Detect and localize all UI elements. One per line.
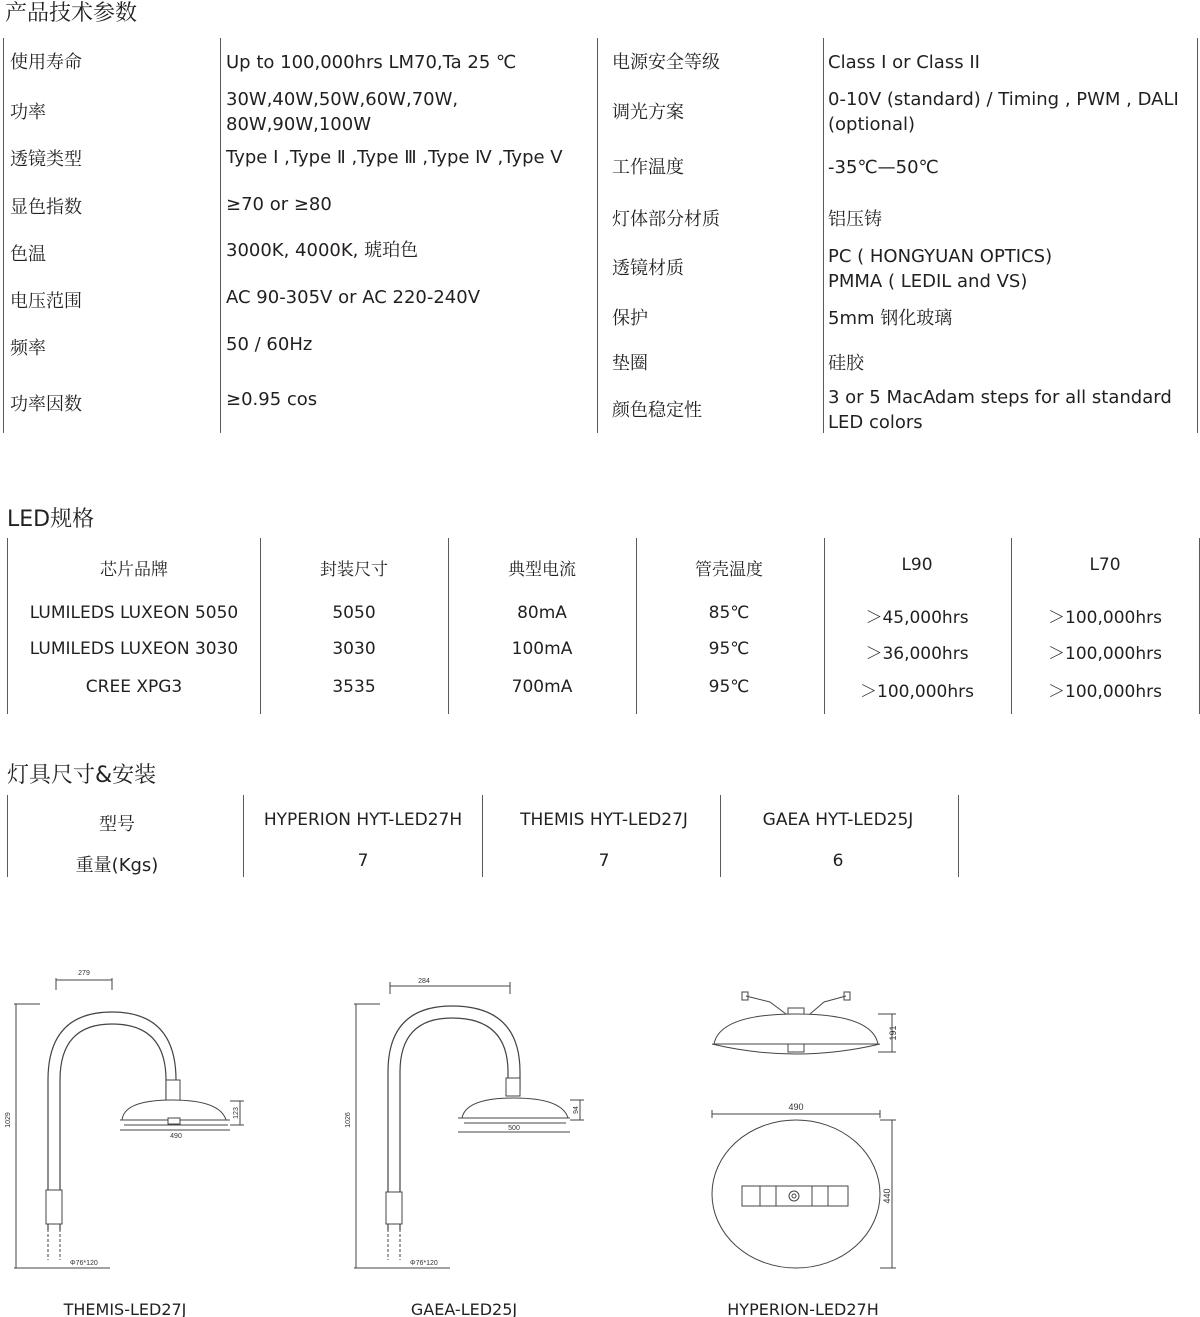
spec-value: 5mm 钢化玻璃 xyxy=(828,308,953,329)
fixture-cell: 6 xyxy=(832,851,844,871)
spec-value: AC 90-305V or AC 220-240V xyxy=(226,287,481,308)
fixture-cell: THEMIS HYT-LED27J xyxy=(520,810,688,830)
led-cell: 95℃ xyxy=(708,639,750,659)
spec-label: 垫圈 xyxy=(612,353,648,374)
spec-title: 产品技术参数 xyxy=(5,1,138,26)
fixture-divider xyxy=(243,795,244,877)
spec-value: 铝压铸 xyxy=(828,209,882,230)
fixture-cell: 7 xyxy=(357,851,369,871)
spec-label: 灯体部分材质 xyxy=(612,209,720,230)
hyperion-dim-side-h: 191 xyxy=(888,1025,898,1041)
led-header-cell: 封装尺寸 xyxy=(320,560,388,580)
spec-label: 电源安全等级 xyxy=(612,52,720,73)
spec-divider xyxy=(220,38,221,433)
spec-value: 硅胶 xyxy=(828,353,864,374)
gaea-dim-top: 284 xyxy=(418,978,430,985)
spec-label: 显色指数 xyxy=(10,197,82,218)
fixture-divider xyxy=(482,795,483,877)
gaea-dim-height: 1026 xyxy=(345,1112,352,1128)
led-cell: 80mA xyxy=(517,603,567,623)
fixture-title: 灯具尺寸&安装 xyxy=(7,763,157,788)
gaea-dim-pole: Φ76*120 xyxy=(410,1260,438,1267)
spec-label: 颜色稳定性 xyxy=(612,400,702,421)
led-divider xyxy=(260,538,261,714)
led-header-cell: 管壳温度 xyxy=(695,560,763,580)
led-cell: LUMILEDS LUXEON 3030 xyxy=(29,639,239,659)
led-cell: 3030 xyxy=(332,639,376,659)
led-cell: LUMILEDS LUXEON 5050 xyxy=(29,603,239,623)
themis-drawing xyxy=(0,960,260,1280)
led-cell: ＞45,000hrs xyxy=(865,608,969,628)
led-divider xyxy=(636,538,637,714)
spec-value: Up to 100,000hrs LM70,Ta 25 ℃ xyxy=(226,52,517,73)
spec-value: Type Ⅰ ,Type Ⅱ ,Type Ⅲ ,Type Ⅳ ,Type Ⅴ xyxy=(226,147,563,168)
spec-divider xyxy=(823,38,824,433)
fixture-cell: GAEA HYT-LED25J xyxy=(762,810,914,830)
spec-label: 调光方案 xyxy=(612,102,684,123)
hyperion-drawing xyxy=(700,980,920,1280)
led-header-cell: L90 xyxy=(901,555,933,575)
fixture-divider xyxy=(7,795,8,877)
spec-value: 3 or 5 MacAdam steps for all standard LED colors xyxy=(828,387,1172,433)
spec-label: 使用寿命 xyxy=(10,52,82,73)
themis-dim-head-w: 490 xyxy=(170,1133,182,1140)
themis-dim-top: 279 xyxy=(78,970,90,977)
spec-label: 色温 xyxy=(10,244,46,265)
spec-divider xyxy=(3,38,4,433)
led-cell: ＞100,000hrs xyxy=(1048,682,1162,702)
fixture-cell: HYPERION HYT-LED27H xyxy=(263,810,463,830)
spec-label: 功率 xyxy=(10,102,46,123)
spec-value: 3000K, 4000K, 琥珀色 xyxy=(226,240,419,261)
led-cell: ＞36,000hrs xyxy=(865,644,969,664)
spec-label: 功率因数 xyxy=(10,394,82,415)
led-cell: 95℃ xyxy=(708,677,750,697)
led-cell: ＞100,000hrs xyxy=(1048,644,1162,664)
hyperion-dim-depth: 440 xyxy=(882,1188,892,1204)
led-header-cell: 典型电流 xyxy=(508,560,576,580)
spec-value: PC ( HONGYUAN OPTICS) PMMA ( LEDIL and VS) xyxy=(828,246,1053,292)
led-divider xyxy=(824,538,825,714)
led-divider xyxy=(448,538,449,714)
led-cell: 3535 xyxy=(332,677,376,697)
spec-divider xyxy=(1197,38,1198,433)
spec-value: ≥0.95 cos xyxy=(226,389,318,410)
spec-value: ≥70 or ≥80 xyxy=(226,194,332,215)
led-divider xyxy=(7,538,8,714)
spec-value: Class I or Class II xyxy=(828,52,980,73)
spec-label: 透镜类型 xyxy=(10,149,82,170)
spec-label: 保护 xyxy=(612,308,648,329)
led-cell: 5050 xyxy=(332,603,376,623)
led-cell: 85℃ xyxy=(708,603,750,623)
fixture-cell: 重量(Kgs) xyxy=(75,855,159,876)
gaea-drawing xyxy=(340,960,600,1280)
themis-dim-height: 1029 xyxy=(5,1112,12,1128)
fixture-divider xyxy=(720,795,721,877)
spec-label: 工作温度 xyxy=(612,157,684,178)
led-header-cell: L70 xyxy=(1089,555,1121,575)
led-cell: 700mA xyxy=(511,677,573,697)
led-cell: ＞100,000hrs xyxy=(860,682,974,702)
spec-value: 30W,40W,50W,60W,70W, 80W,90W,100W xyxy=(226,89,459,135)
hyperion-dim-width: 490 xyxy=(788,1102,804,1112)
gaea-dim-head-h: 94 xyxy=(573,1106,580,1114)
led-cell: ＞100,000hrs xyxy=(1048,608,1162,628)
spec-value: 50 / 60Hz xyxy=(226,334,313,355)
drawing-caption: THEMIS-LED27J xyxy=(63,1300,187,1317)
led-title: LED规格 xyxy=(7,507,95,532)
led-header-cell: 芯片品牌 xyxy=(100,560,168,580)
spec-label: 透镜材质 xyxy=(612,258,684,279)
spec-label: 电压范围 xyxy=(10,291,82,312)
gaea-dim-head-w: 500 xyxy=(508,1125,520,1132)
led-cell: CREE XPG3 xyxy=(85,677,183,697)
spec-label: 频率 xyxy=(10,338,46,359)
drawing-caption: GAEA-LED25J xyxy=(410,1300,518,1317)
spec-value: 0-10V (standard) / Timing , PWM , DALI (optional) xyxy=(828,89,1179,135)
fixture-cell: 7 xyxy=(598,851,610,871)
fixture-cell: 型号 xyxy=(99,814,135,835)
spec-divider xyxy=(597,38,598,433)
themis-dim-pole: Φ76*120 xyxy=(70,1260,98,1267)
fixture-divider xyxy=(958,795,959,877)
spec-value: -35℃—50℃ xyxy=(828,157,939,178)
led-divider xyxy=(1011,538,1012,714)
led-cell: 100mA xyxy=(511,639,573,659)
drawing-caption: HYPERION-LED27H xyxy=(727,1300,879,1317)
themis-dim-head-h: 123 xyxy=(233,1107,240,1119)
